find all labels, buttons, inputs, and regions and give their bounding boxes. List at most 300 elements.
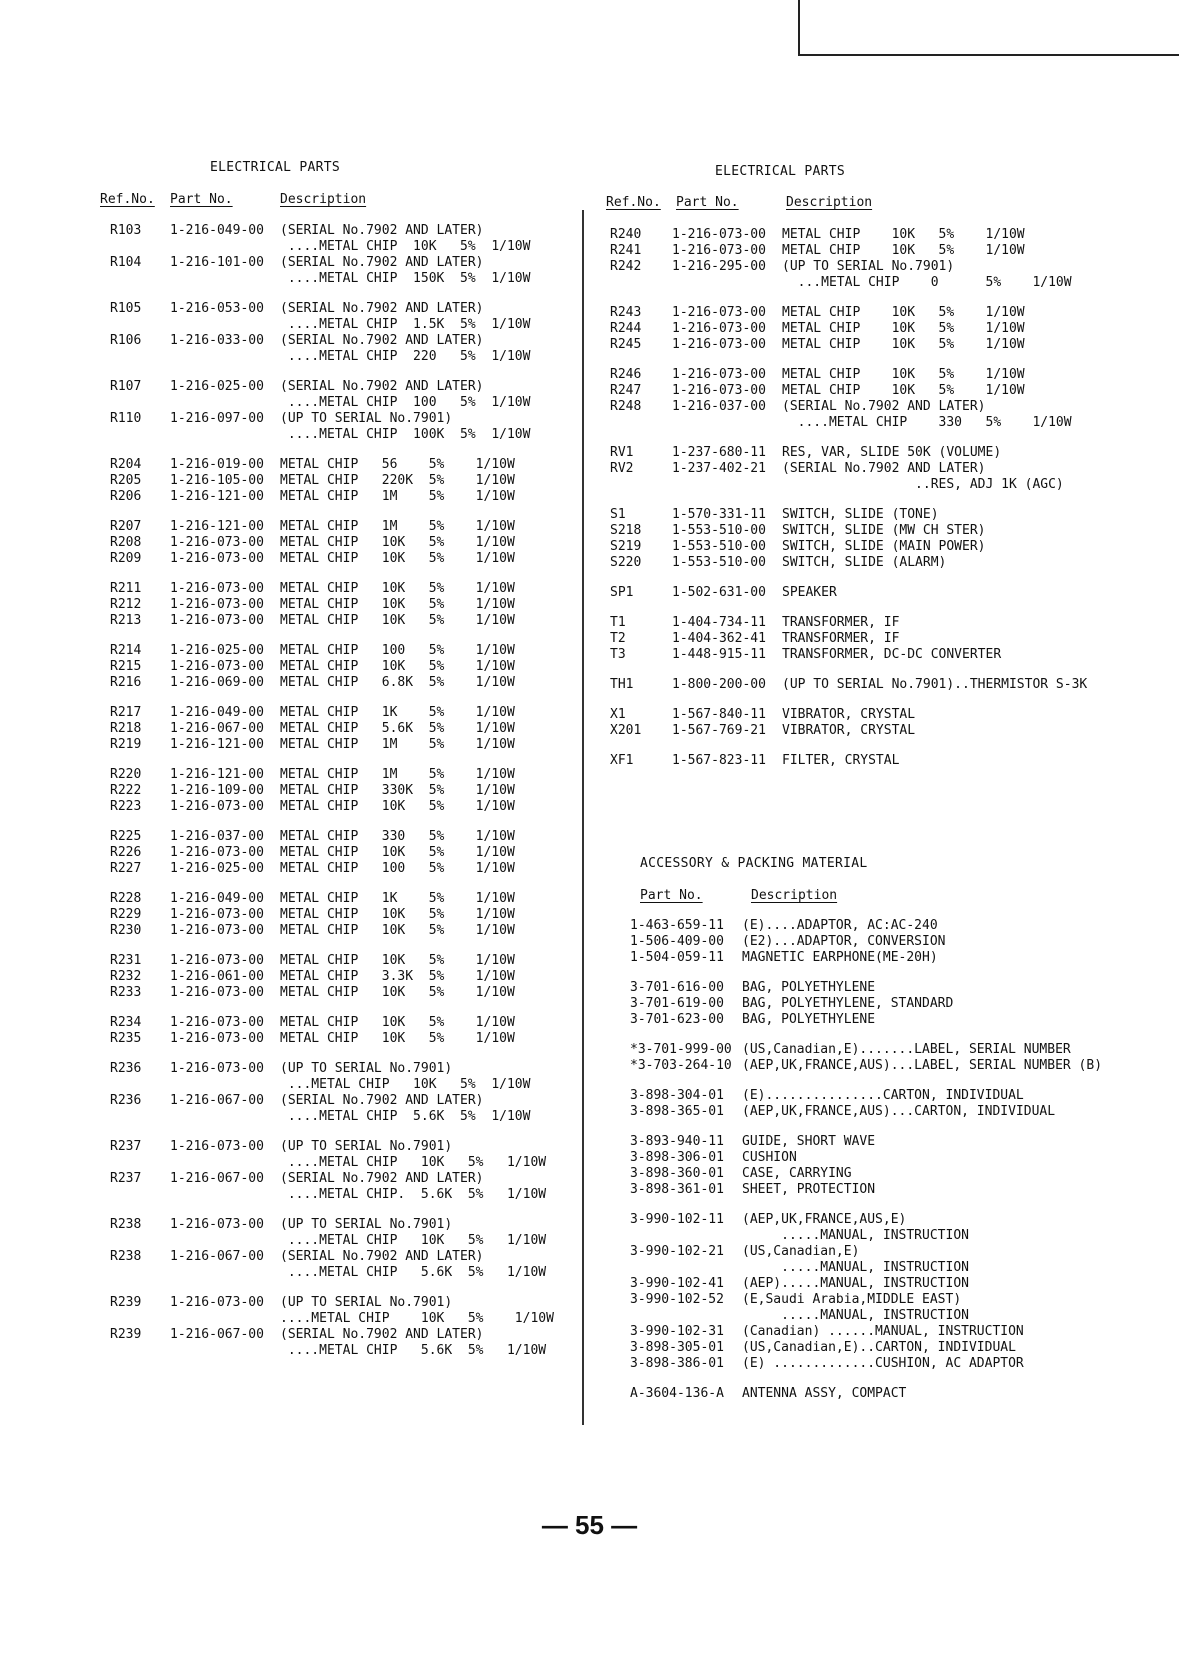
- part-description: METAL CHIP 10K 5% 1/10W: [280, 799, 515, 814]
- part-row: [110, 489, 570, 505]
- part-row: [110, 1249, 570, 1281]
- group-spacer: [110, 1203, 570, 1217]
- left-section-title: ELECTRICAL PARTS: [210, 160, 341, 175]
- part-description: METAL CHIP 6.8K 5% 1/10W: [280, 675, 515, 690]
- part-description: METAL CHIP 220K 5% 1/10W: [280, 473, 515, 488]
- part-description: (AEP,UK,FRANCE,AUS)...CARTON, INDIVIDUAL: [742, 1104, 1056, 1119]
- ref-number: R248: [610, 399, 642, 414]
- part-description: (US,Canadian,E)..CARTON, INDIVIDUAL: [742, 1340, 1016, 1355]
- part-row: [110, 721, 570, 737]
- part-number: 1-216-073-00: [170, 659, 264, 674]
- part-description: (UP TO SERIAL No.7901) ...METAL CHIP 0 5% 1/10W: [782, 259, 1072, 290]
- ref-number: R242: [610, 259, 642, 274]
- ref-number: SP1: [610, 585, 634, 600]
- part-row: [110, 907, 570, 923]
- group-spacer: [610, 693, 1130, 707]
- part-number: 1-216-105-00: [170, 473, 264, 488]
- part-description: (UP TO SERIAL No.7901) ....METAL CHIP 10K 5% 1/10W: [280, 1139, 547, 1170]
- part-description: (SERIAL No.7902 AND LATER) ..RES, ADJ 1K (AGC): [782, 461, 1064, 492]
- part-row: [110, 675, 570, 691]
- ref-number: R217: [110, 705, 142, 720]
- ref-number: X201: [610, 723, 642, 738]
- part-description: SWITCH, SLIDE (TONE): [782, 507, 939, 522]
- part-number: 1-216-053-00: [170, 301, 264, 316]
- part-description: VIBRATOR, CRYSTAL: [782, 723, 916, 738]
- ref-number: R246: [610, 367, 642, 382]
- part-number: 1-216-073-00: [170, 613, 264, 628]
- part-row: [630, 918, 1160, 934]
- part-number: 1-216-069-00: [170, 675, 264, 690]
- part-row: [630, 1276, 1160, 1292]
- ref-number: R247: [610, 383, 642, 398]
- ref-number: R243: [610, 305, 642, 320]
- ref-number: S1: [610, 507, 626, 522]
- part-row: [110, 1015, 570, 1031]
- part-description: (E) .............CUSHION, AC ADAPTOR: [742, 1356, 1024, 1371]
- part-description: BAG, POLYETHYLENE: [742, 980, 876, 995]
- part-number: 1-216-073-00: [170, 907, 264, 922]
- ref-number: R209: [110, 551, 142, 566]
- part-row: [630, 1134, 1160, 1150]
- ref-number: R237: [110, 1139, 142, 1154]
- ref-number: R225: [110, 829, 142, 844]
- group-spacer: [630, 1120, 1160, 1134]
- part-description: (AEP,UK,FRANCE,AUS,E) .....MANUAL, INSTRUCTION: [742, 1212, 969, 1243]
- part-row: [610, 615, 1130, 631]
- part-row: [610, 305, 1130, 321]
- part-number: 1-216-121-00: [170, 489, 264, 504]
- part-row: [630, 1182, 1160, 1198]
- part-row: [110, 535, 570, 551]
- part-description: (SERIAL No.7902 AND LATER) ....METAL CHIP 150K 5% 1/10W: [280, 255, 531, 286]
- part-description: TRANSFORMER, IF: [782, 631, 900, 646]
- ref-number: R214: [110, 643, 142, 658]
- part-number: 3-898-361-01: [630, 1182, 724, 1197]
- part-description: ANTENNA ASSY, COMPACT: [742, 1386, 907, 1401]
- ref-number: R222: [110, 783, 142, 798]
- part-description: METAL CHIP 100 5% 1/10W: [280, 643, 515, 658]
- ref-number: R231: [110, 953, 142, 968]
- ref-number: S218: [610, 523, 642, 538]
- part-number: 1-216-073-00: [170, 1295, 264, 1310]
- ref-number: R232: [110, 969, 142, 984]
- ref-number: RV2: [610, 461, 634, 476]
- part-row: [630, 950, 1160, 966]
- part-number: *3-703-264-10: [630, 1058, 732, 1073]
- ref-number: RV1: [610, 445, 634, 460]
- part-number: 1-216-121-00: [170, 519, 264, 534]
- group-spacer: [110, 505, 570, 519]
- part-number: 3-898-306-01: [630, 1150, 724, 1165]
- part-row: [610, 631, 1130, 647]
- part-number: A-3604-136-A: [630, 1386, 724, 1401]
- ref-number: R223: [110, 799, 142, 814]
- part-row: [610, 445, 1130, 461]
- part-row: [110, 1171, 570, 1203]
- group-spacer: [110, 443, 570, 457]
- part-row: [630, 934, 1160, 950]
- group-spacer: [610, 739, 1130, 753]
- part-number: 1-216-073-00: [170, 1217, 264, 1232]
- part-description: (UP TO SERIAL No.7901)..THERMISTOR S-3K: [782, 677, 1088, 692]
- group-spacer: [630, 1372, 1160, 1386]
- part-description: METAL CHIP 5.6K 5% 1/10W: [280, 721, 515, 736]
- part-number: 1-216-295-00: [672, 259, 766, 274]
- group-spacer: [610, 571, 1130, 585]
- part-description: SWITCH, SLIDE (MAIN POWER): [782, 539, 986, 554]
- part-description: METAL CHIP 330 5% 1/10W: [280, 829, 515, 844]
- part-number: 3-898-304-01: [630, 1088, 724, 1103]
- ref-number: R104: [110, 255, 142, 270]
- part-number: 3-898-305-01: [630, 1340, 724, 1355]
- part-row: [110, 223, 570, 255]
- accessory-section-title: ACCESSORY & PACKING MATERIAL: [640, 856, 868, 871]
- part-description: (E,Saudi Arabia,MIDDLE EAST) .....MANUAL, INSTRUCTION: [742, 1292, 969, 1323]
- part-row: [630, 1292, 1160, 1324]
- ref-number: R245: [610, 337, 642, 352]
- part-number: 1-567-823-11: [672, 753, 766, 768]
- part-number: 3-990-102-31: [630, 1324, 724, 1339]
- part-description: METAL CHIP 10K 5% 1/10W: [782, 305, 1025, 320]
- group-spacer: [110, 1125, 570, 1139]
- part-number: 1-216-025-00: [170, 643, 264, 658]
- part-description: METAL CHIP 10K 5% 1/10W: [280, 845, 515, 860]
- part-description: (E)...............CARTON, INDIVIDUAL: [742, 1088, 1024, 1103]
- part-description: METAL CHIP 10K 5% 1/10W: [280, 907, 515, 922]
- part-number: 1-506-409-00: [630, 934, 724, 949]
- ref-number: R103: [110, 223, 142, 238]
- ref-number: R236: [110, 1093, 142, 1108]
- part-number: 1-404-734-11: [672, 615, 766, 630]
- ref-number: R237: [110, 1171, 142, 1186]
- part-number: 1-216-073-00: [170, 597, 264, 612]
- part-number: 3-898-365-01: [630, 1104, 724, 1119]
- accessory-header-desc: Description: [751, 888, 838, 903]
- part-number: 1-216-073-00: [672, 367, 766, 382]
- group-spacer: [610, 291, 1130, 305]
- group-spacer: [610, 353, 1130, 367]
- part-number: 1-216-073-00: [672, 227, 766, 242]
- ref-number: R105: [110, 301, 142, 316]
- part-description: VIBRATOR, CRYSTAL: [782, 707, 916, 722]
- part-description: METAL CHIP 10K 5% 1/10W: [782, 383, 1025, 398]
- part-number: 1-216-037-00: [170, 829, 264, 844]
- part-number: 1-216-067-00: [170, 1093, 264, 1108]
- part-description: METAL CHIP 10K 5% 1/10W: [280, 659, 515, 674]
- ref-number: R234: [110, 1015, 142, 1030]
- part-number: 1-404-362-41: [672, 631, 766, 646]
- part-number: 1-567-769-21: [672, 723, 766, 738]
- part-number: 1-463-659-11: [630, 918, 724, 933]
- part-row: [110, 737, 570, 753]
- part-row: [110, 1295, 570, 1327]
- part-description: MAGNETIC EARPHONE(ME-20H): [742, 950, 938, 965]
- part-description: METAL CHIP 1K 5% 1/10W: [280, 705, 515, 720]
- part-number: 1-216-073-00: [170, 1015, 264, 1030]
- ref-number: R238: [110, 1217, 142, 1232]
- part-number: 1-553-510-00: [672, 539, 766, 554]
- part-row: [630, 1386, 1160, 1402]
- part-row: [630, 1042, 1160, 1058]
- group-spacer: [630, 1028, 1160, 1042]
- part-description: BAG, POLYETHYLENE: [742, 1012, 876, 1027]
- part-row: [110, 799, 570, 815]
- part-number: 1-216-073-00: [170, 845, 264, 860]
- group-spacer: [110, 939, 570, 953]
- part-description: TRANSFORMER, DC-DC CONVERTER: [782, 647, 1002, 662]
- part-row: [110, 333, 570, 365]
- part-row: [110, 767, 570, 783]
- part-number: 1-216-097-00: [170, 411, 264, 426]
- group-spacer: [110, 753, 570, 767]
- part-description: (E2)...ADAPTOR, CONVERSION: [742, 934, 946, 949]
- part-row: [110, 473, 570, 489]
- part-number: 1-216-067-00: [170, 1327, 264, 1342]
- ref-number: R215: [110, 659, 142, 674]
- part-description: METAL CHIP 330K 5% 1/10W: [280, 783, 515, 798]
- part-description: METAL CHIP 56 5% 1/10W: [280, 457, 515, 472]
- part-number: 1-216-073-00: [672, 383, 766, 398]
- part-number: 3-898-386-01: [630, 1356, 724, 1371]
- part-description: METAL CHIP 10K 5% 1/10W: [280, 953, 515, 968]
- left-header-desc: Description: [280, 192, 367, 207]
- part-description: (UP TO SERIAL No.7901) ....METAL CHIP 10K 5% 1/10W: [280, 1217, 547, 1248]
- part-number: 1-216-121-00: [170, 737, 264, 752]
- column-divider: [582, 210, 584, 1425]
- ref-number: R235: [110, 1031, 142, 1046]
- group-spacer: [110, 877, 570, 891]
- part-number: 1-216-073-00: [170, 551, 264, 566]
- part-row: [610, 647, 1130, 663]
- part-number: 3-701-623-00: [630, 1012, 724, 1027]
- part-row: [610, 243, 1130, 259]
- ref-number: R110: [110, 411, 142, 426]
- right-header-ref: Ref.No.: [606, 195, 661, 210]
- part-number: 1-448-915-11: [672, 647, 766, 662]
- part-row: [610, 259, 1130, 291]
- part-row: [610, 585, 1130, 601]
- ref-number: R228: [110, 891, 142, 906]
- part-number: 3-701-616-00: [630, 980, 724, 995]
- part-number: 1-216-073-00: [672, 243, 766, 258]
- part-row: [610, 383, 1130, 399]
- part-row: [630, 1166, 1160, 1182]
- ref-number: X1: [610, 707, 626, 722]
- part-row: [110, 891, 570, 907]
- part-row: [610, 723, 1130, 739]
- part-description: (US,Canadian,E) .....MANUAL, INSTRUCTION: [742, 1244, 969, 1275]
- part-number: 1-216-049-00: [170, 223, 264, 238]
- part-description: METAL CHIP 10K 5% 1/10W: [280, 1031, 515, 1046]
- part-row: [610, 461, 1130, 493]
- part-row: [110, 643, 570, 659]
- part-row: [630, 1058, 1160, 1074]
- part-number: 3-990-102-11: [630, 1212, 724, 1227]
- part-description: (SERIAL No.7902 AND LATER) ....METAL CHIP 5.6K 5% 1/10W: [280, 1327, 547, 1358]
- left-table-header: [100, 192, 570, 210]
- part-row: [610, 677, 1130, 693]
- part-row: [110, 985, 570, 1001]
- part-number: 1-216-049-00: [170, 705, 264, 720]
- part-row: [610, 707, 1130, 723]
- part-row: [610, 555, 1130, 571]
- part-description: METAL CHIP 10K 5% 1/10W: [280, 581, 515, 596]
- part-row: [610, 753, 1130, 769]
- ref-number: S219: [610, 539, 642, 554]
- ref-number: R213: [110, 613, 142, 628]
- left-parts-list: [110, 223, 570, 1359]
- part-number: 1-216-073-00: [170, 953, 264, 968]
- part-description: METAL CHIP 10K 5% 1/10W: [280, 985, 515, 1000]
- group-spacer: [110, 365, 570, 379]
- group-spacer: [110, 815, 570, 829]
- part-number: 3-990-102-41: [630, 1276, 724, 1291]
- ref-number: R212: [110, 597, 142, 612]
- part-number: 1-216-073-00: [170, 1139, 264, 1154]
- part-number: 1-216-101-00: [170, 255, 264, 270]
- ref-number: R204: [110, 457, 142, 472]
- group-spacer: [610, 431, 1130, 445]
- part-number: 1-216-073-00: [170, 1061, 264, 1076]
- part-row: [110, 597, 570, 613]
- part-row: [110, 379, 570, 411]
- ref-number: XF1: [610, 753, 634, 768]
- accessory-header-part: Part No.: [640, 888, 703, 903]
- part-number: 1-216-121-00: [170, 767, 264, 782]
- part-description: METAL CHIP 10K 5% 1/10W: [280, 535, 515, 550]
- ref-number: R211: [110, 581, 142, 596]
- ref-number: R205: [110, 473, 142, 488]
- part-row: [630, 1356, 1160, 1372]
- part-number: 1-216-073-00: [170, 1031, 264, 1046]
- part-number: 1-800-200-00: [672, 677, 766, 692]
- group-spacer: [110, 629, 570, 643]
- part-row: [610, 321, 1130, 337]
- part-description: BAG, POLYETHYLENE, STANDARD: [742, 996, 954, 1011]
- part-number: 1-216-049-00: [170, 891, 264, 906]
- group-spacer: [610, 493, 1130, 507]
- part-row: [610, 367, 1130, 383]
- part-row: [630, 1244, 1160, 1276]
- right-section-title: ELECTRICAL PARTS: [715, 164, 846, 179]
- part-number: *3-701-999-00: [630, 1042, 732, 1057]
- part-description: METAL CHIP 1M 5% 1/10W: [280, 489, 515, 504]
- group-spacer: [110, 1001, 570, 1015]
- part-number: 1-216-073-00: [672, 321, 766, 336]
- part-description: METAL CHIP 1K 5% 1/10W: [280, 891, 515, 906]
- ref-number: R226: [110, 845, 142, 860]
- corner-frame: [798, 0, 1179, 56]
- group-spacer: [110, 691, 570, 705]
- part-row: [110, 581, 570, 597]
- part-row: [610, 399, 1130, 431]
- part-description: METAL CHIP 10K 5% 1/10W: [782, 321, 1025, 336]
- part-number: 3-898-360-01: [630, 1166, 724, 1181]
- part-row: [110, 829, 570, 845]
- ref-number: T2: [610, 631, 626, 646]
- part-number: 1-553-510-00: [672, 523, 766, 538]
- part-row: [110, 613, 570, 629]
- part-row: [110, 845, 570, 861]
- right-header-desc: Description: [786, 195, 873, 210]
- part-row: [110, 519, 570, 535]
- right-header-part: Part No.: [676, 195, 739, 210]
- part-row: [110, 953, 570, 969]
- part-row: [110, 1061, 570, 1093]
- part-number: 1-216-033-00: [170, 333, 264, 348]
- part-description: SWITCH, SLIDE (ALARM): [782, 555, 947, 570]
- page-number: — 55 —: [541, 1510, 638, 1540]
- ref-number: R239: [110, 1295, 142, 1310]
- part-number: 1-216-073-00: [170, 581, 264, 596]
- part-row: [110, 1327, 570, 1359]
- part-number: 1-216-061-00: [170, 969, 264, 984]
- part-description: TRANSFORMER, IF: [782, 615, 900, 630]
- ref-number: T1: [610, 615, 626, 630]
- part-description: METAL CHIP 10K 5% 1/10W: [782, 367, 1025, 382]
- part-row: [630, 980, 1160, 996]
- part-number: 1-567-840-11: [672, 707, 766, 722]
- part-description: (SERIAL No.7902 AND LATER) ....METAL CHIP 10K 5% 1/10W: [280, 223, 531, 254]
- part-description: RES, VAR, SLIDE 50K (VOLUME): [782, 445, 1002, 460]
- left-header-ref: Ref.No.: [100, 192, 155, 207]
- ref-number: T3: [610, 647, 626, 662]
- part-description: METAL CHIP 1M 5% 1/10W: [280, 519, 515, 534]
- ref-number: R219: [110, 737, 142, 752]
- part-description: (SERIAL No.7902 AND LATER) ....METAL CHIP 5.6K 5% 1/10W: [280, 1093, 531, 1124]
- part-number: 1-216-067-00: [170, 1171, 264, 1186]
- part-number: 1-216-073-00: [170, 535, 264, 550]
- ref-number: S220: [610, 555, 642, 570]
- part-row: [630, 996, 1160, 1012]
- part-description: CASE, CARRYING: [742, 1166, 852, 1181]
- part-number: 3-990-102-21: [630, 1244, 724, 1259]
- part-row: [110, 1139, 570, 1171]
- part-number: 1-216-109-00: [170, 783, 264, 798]
- part-description: METAL CHIP 10K 5% 1/10W: [782, 227, 1025, 242]
- ref-number: R107: [110, 379, 142, 394]
- ref-number: R244: [610, 321, 642, 336]
- part-description: (SERIAL No.7902 AND LATER) ....METAL CHIP 100 5% 1/10W: [280, 379, 531, 410]
- part-description: METAL CHIP 10K 5% 1/10W: [280, 1015, 515, 1030]
- part-number: 1-216-073-00: [672, 337, 766, 352]
- part-number: 1-216-067-00: [170, 1249, 264, 1264]
- ref-number: R238: [110, 1249, 142, 1264]
- part-number: 3-893-940-11: [630, 1134, 724, 1149]
- ref-number: R239: [110, 1327, 142, 1342]
- part-row: [110, 457, 570, 473]
- part-number: 1-553-510-00: [672, 555, 766, 570]
- part-row: [630, 1340, 1160, 1356]
- left-header-part: Part No.: [170, 192, 233, 207]
- part-description: (SERIAL No.7902 AND LATER) ....METAL CHIP 220 5% 1/10W: [280, 333, 531, 364]
- part-number: 1-216-067-00: [170, 721, 264, 736]
- part-row: [630, 1088, 1160, 1104]
- ref-number: R229: [110, 907, 142, 922]
- part-description: CUSHION: [742, 1150, 797, 1165]
- part-description: (E)....ADAPTOR, AC:AC-240: [742, 918, 938, 933]
- group-spacer: [110, 567, 570, 581]
- part-number: 1-216-025-00: [170, 861, 264, 876]
- part-description: FILTER, CRYSTAL: [782, 753, 900, 768]
- group-spacer: [110, 1281, 570, 1295]
- part-number: 1-502-631-00: [672, 585, 766, 600]
- part-number: 1-216-073-00: [672, 305, 766, 320]
- group-spacer: [630, 1074, 1160, 1088]
- ref-number: R240: [610, 227, 642, 242]
- group-spacer: [630, 966, 1160, 980]
- part-number: 1-216-019-00: [170, 457, 264, 472]
